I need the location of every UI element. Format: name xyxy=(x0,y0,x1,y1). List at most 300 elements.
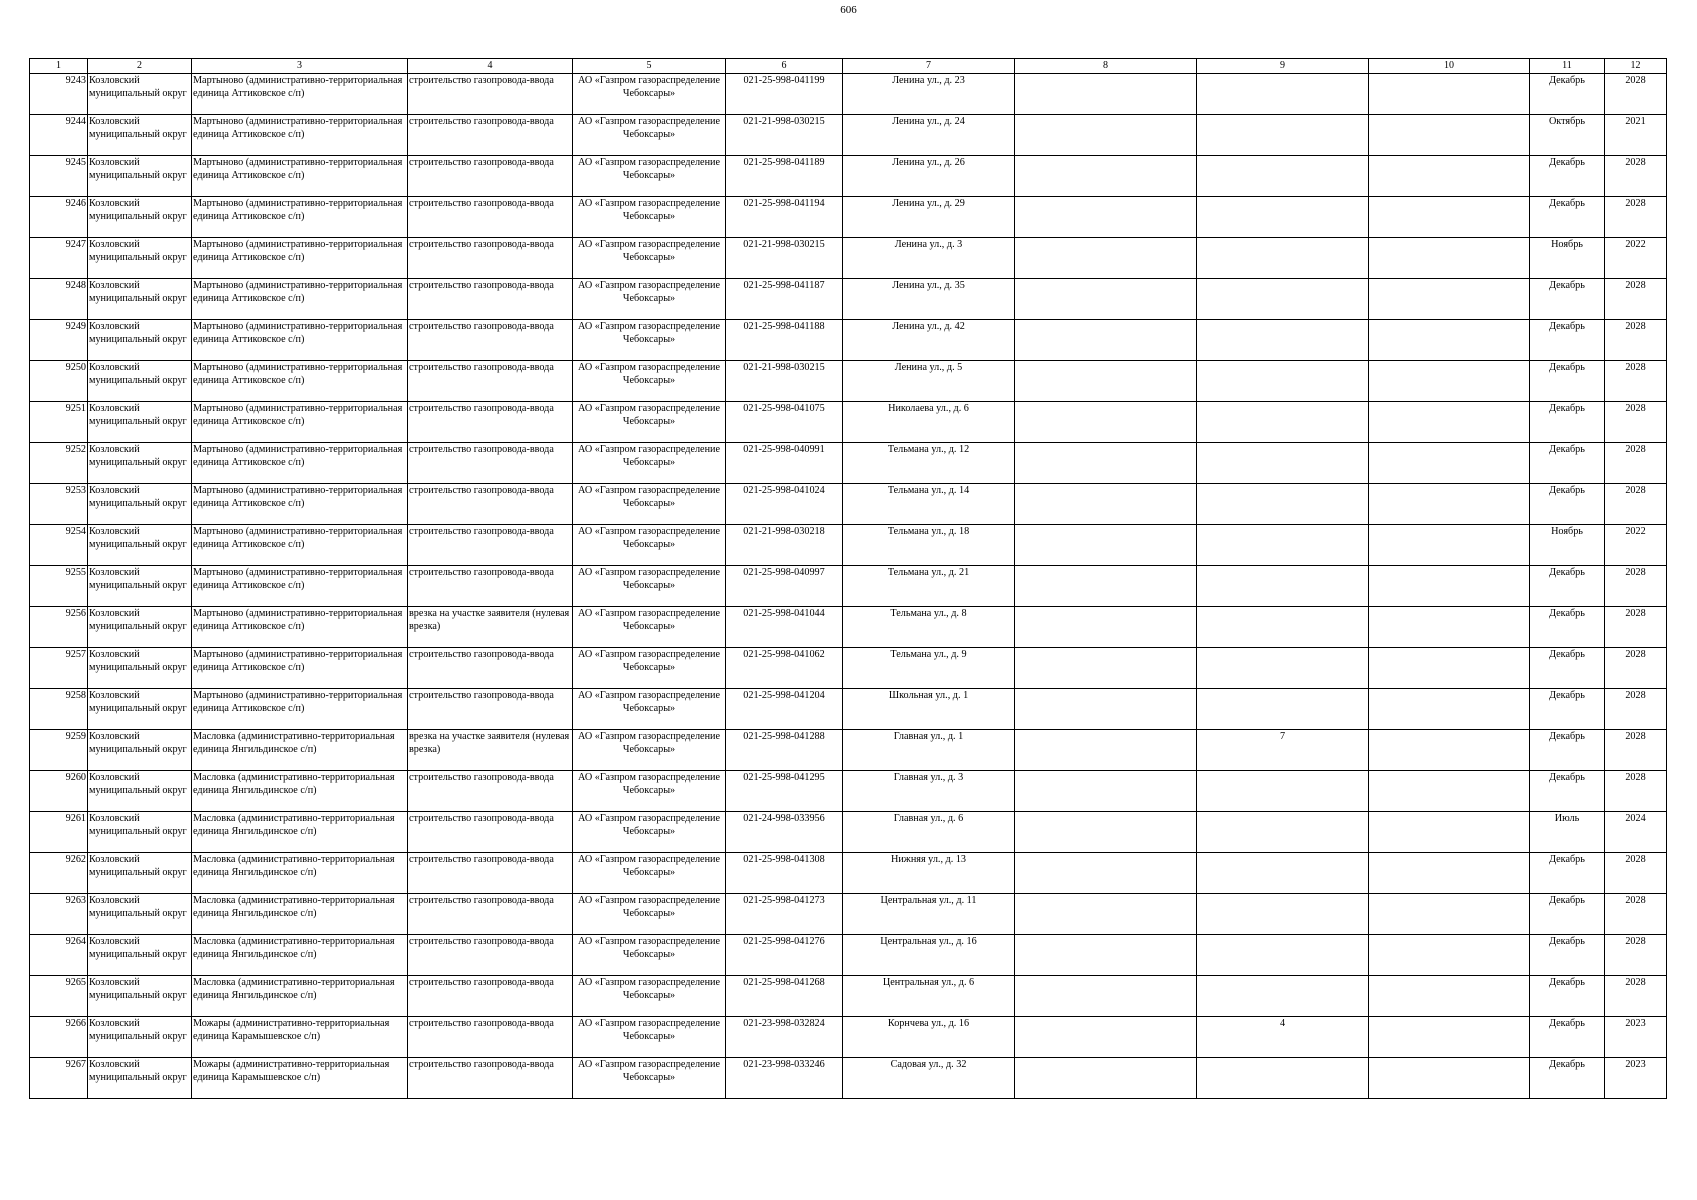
column-9-cell-text xyxy=(1198,566,1367,606)
column-10-cell xyxy=(1369,443,1530,484)
month-cell-text: Декабрь xyxy=(1549,157,1585,168)
row-number-text: 9256 xyxy=(65,608,86,619)
registration-code-cell-text: 021-21-998-030215 xyxy=(743,362,825,373)
address-cell xyxy=(843,1017,1015,1058)
locality-cell xyxy=(192,1017,408,1058)
organization-cell-text: АО «Газпром газораспределение Чебоксары» xyxy=(577,1059,721,1084)
month-cell xyxy=(1530,279,1605,320)
registration-code-cell xyxy=(726,443,843,484)
column-10-cell xyxy=(1369,197,1530,238)
locality-cell-text: Мартыново (административно-территориальная единица Аттиковское с/п) xyxy=(193,321,403,346)
district-cell xyxy=(88,156,192,197)
column-9-cell-text xyxy=(1198,74,1367,114)
month-cell-text: Декабрь xyxy=(1549,567,1585,578)
column-9-cell xyxy=(1197,607,1369,648)
locality-cell-text: Масловка (административно-территориальная единица Янгильдинское с/п) xyxy=(193,895,395,920)
month-cell-text: Декабрь xyxy=(1549,1018,1585,1029)
row-number-text: 9247 xyxy=(65,239,86,250)
column-header-5: 5 xyxy=(573,59,726,74)
organization-cell xyxy=(573,976,726,1017)
registration-code-cell-text: 021-23-998-032824 xyxy=(743,1018,825,1029)
district-cell xyxy=(88,1017,192,1058)
column-9-cell xyxy=(1197,689,1369,730)
month-cell xyxy=(1530,156,1605,197)
column-10-cell-text xyxy=(1370,1017,1528,1057)
month-cell xyxy=(1530,361,1605,402)
district-cell xyxy=(88,443,192,484)
month-cell xyxy=(1530,238,1605,279)
row-number-text: 9258 xyxy=(65,690,86,701)
column-10-cell xyxy=(1369,115,1530,156)
month-cell xyxy=(1530,402,1605,443)
organization-cell-text: АО «Газпром газораспределение Чебоксары» xyxy=(577,321,721,346)
organization-cell xyxy=(573,74,726,115)
column-8-cell xyxy=(1015,1017,1197,1058)
district-cell xyxy=(88,935,192,976)
address-cell-text: Ленина ул., д. 29 xyxy=(892,198,965,209)
month-cell xyxy=(1530,320,1605,361)
work-type-cell xyxy=(408,320,573,361)
address-cell xyxy=(843,320,1015,361)
column-header-12: 12 xyxy=(1605,59,1667,74)
address-cell-text: Ленина ул., д. 35 xyxy=(892,280,965,291)
locality-cell xyxy=(192,566,408,607)
locality-cell xyxy=(192,648,408,689)
table-row xyxy=(30,771,1667,812)
year-cell-text: 2028 xyxy=(1625,567,1646,578)
year-cell xyxy=(1605,812,1667,853)
table-header xyxy=(30,59,1667,74)
district-cell-text: Козловский муниципальный округ xyxy=(89,731,187,756)
locality-cell-text: Масловка (административно-территориальная единица Янгильдинское с/п) xyxy=(193,854,395,879)
organization-cell xyxy=(573,238,726,279)
address-cell xyxy=(843,607,1015,648)
column-8-cell xyxy=(1015,812,1197,853)
column-9-cell xyxy=(1197,115,1369,156)
registration-code-cell-text: 021-25-998-041187 xyxy=(743,280,825,291)
column-9-cell xyxy=(1197,361,1369,402)
column-10-cell xyxy=(1369,402,1530,443)
locality-cell-text: Мартыново (административно-территориальная единица Аттиковское с/п) xyxy=(193,198,403,223)
column-9-cell xyxy=(1197,197,1369,238)
column-10-cell xyxy=(1369,238,1530,279)
address-cell xyxy=(843,279,1015,320)
work-type-cell xyxy=(408,894,573,935)
column-10-cell-text xyxy=(1370,443,1528,483)
column-10-cell xyxy=(1369,320,1530,361)
month-cell xyxy=(1530,74,1605,115)
table-row xyxy=(30,894,1667,935)
year-cell-text: 2023 xyxy=(1625,1059,1646,1070)
row-number-text: 9257 xyxy=(65,649,86,660)
locality-cell xyxy=(192,443,408,484)
locality-cell xyxy=(192,279,408,320)
address-cell xyxy=(843,894,1015,935)
district-cell-text: Козловский муниципальный округ xyxy=(89,567,187,592)
organization-cell xyxy=(573,361,726,402)
year-cell xyxy=(1605,566,1667,607)
column-8-cell xyxy=(1015,976,1197,1017)
column-10-cell xyxy=(1369,279,1530,320)
organization-cell xyxy=(573,320,726,361)
address-cell xyxy=(843,771,1015,812)
column-8-cell-text xyxy=(1016,689,1195,729)
table-row xyxy=(30,812,1667,853)
registration-code-cell xyxy=(726,1058,843,1099)
locality-cell xyxy=(192,320,408,361)
table-row xyxy=(30,1017,1667,1058)
column-10-cell-text xyxy=(1370,771,1528,811)
column-8-cell xyxy=(1015,853,1197,894)
year-cell-text: 2028 xyxy=(1625,362,1646,373)
work-type-cell-text: строительство газопровода-ввода xyxy=(409,116,554,127)
column-9-cell xyxy=(1197,935,1369,976)
address-cell-text: Главная ул., д. 1 xyxy=(893,731,964,742)
registration-code-cell xyxy=(726,279,843,320)
column-9-cell xyxy=(1197,730,1369,771)
year-cell-text: 2023 xyxy=(1625,1018,1646,1029)
row-number xyxy=(30,320,88,361)
locality-cell xyxy=(192,976,408,1017)
district-cell-text: Козловский муниципальный округ xyxy=(89,116,187,141)
column-10-cell-text xyxy=(1370,197,1528,237)
year-cell xyxy=(1605,115,1667,156)
year-cell xyxy=(1605,648,1667,689)
address-cell-text: Садовая ул., д. 32 xyxy=(890,1059,967,1070)
locality-cell-text: Мартыново (административно-территориальная единица Аттиковское с/п) xyxy=(193,485,403,510)
column-8-cell-text xyxy=(1016,156,1195,196)
year-cell-text: 2028 xyxy=(1625,690,1646,701)
column-10-cell xyxy=(1369,74,1530,115)
column-9-cell-text xyxy=(1198,689,1367,729)
organization-cell xyxy=(573,853,726,894)
table-row xyxy=(30,197,1667,238)
district-cell-text: Козловский муниципальный округ xyxy=(89,1018,187,1043)
district-cell-text: Козловский муниципальный округ xyxy=(89,854,187,879)
address-cell xyxy=(843,525,1015,566)
month-cell xyxy=(1530,1058,1605,1099)
row-number xyxy=(30,689,88,730)
locality-cell-text: Масловка (административно-территориальная единица Янгильдинское с/п) xyxy=(193,936,395,961)
year-cell-text: 2024 xyxy=(1625,813,1646,824)
district-cell-text: Козловский муниципальный округ xyxy=(89,403,187,428)
column-9-cell-text xyxy=(1198,1058,1367,1098)
organization-cell xyxy=(573,525,726,566)
address-cell xyxy=(843,238,1015,279)
registration-code-cell-text: 021-25-998-041199 xyxy=(743,75,825,86)
locality-cell-text: Можары (административно-территориальная единица Карамышевское с/п) xyxy=(193,1059,390,1084)
column-header-9: 9 xyxy=(1197,59,1369,74)
locality-cell xyxy=(192,402,408,443)
organization-cell xyxy=(573,935,726,976)
month-cell-text: Ноябрь xyxy=(1551,239,1583,250)
work-type-cell-text: строительство газопровода-ввода xyxy=(409,1018,554,1029)
organization-cell xyxy=(573,1017,726,1058)
column-9-cell xyxy=(1197,812,1369,853)
column-9-cell-text xyxy=(1198,525,1367,565)
address-cell-text: Николаева ул., д. 6 xyxy=(888,403,969,414)
month-cell xyxy=(1530,566,1605,607)
column-8-cell xyxy=(1015,361,1197,402)
table-row xyxy=(30,853,1667,894)
work-type-cell xyxy=(408,74,573,115)
year-cell xyxy=(1605,976,1667,1017)
locality-cell xyxy=(192,525,408,566)
registration-code-cell xyxy=(726,853,843,894)
year-cell-text: 2028 xyxy=(1625,198,1646,209)
column-8-cell-text xyxy=(1016,74,1195,114)
column-8-cell xyxy=(1015,443,1197,484)
year-cell-text: 2022 xyxy=(1625,239,1646,250)
table-row xyxy=(30,730,1667,771)
row-number xyxy=(30,730,88,771)
organization-cell xyxy=(573,279,726,320)
year-cell-text: 2028 xyxy=(1625,649,1646,660)
table-row xyxy=(30,279,1667,320)
column-9-cell xyxy=(1197,74,1369,115)
work-type-cell xyxy=(408,238,573,279)
table-row xyxy=(30,525,1667,566)
month-cell xyxy=(1530,115,1605,156)
organization-cell-text: АО «Газпром газораспределение Чебоксары» xyxy=(577,813,721,838)
column-10-cell-text xyxy=(1370,361,1528,401)
row-number-text: 9246 xyxy=(65,198,86,209)
month-cell xyxy=(1530,689,1605,730)
year-cell-text: 2022 xyxy=(1625,526,1646,537)
month-cell xyxy=(1530,730,1605,771)
registration-code-cell xyxy=(726,607,843,648)
column-header-1: 1 xyxy=(30,59,88,74)
table-row xyxy=(30,566,1667,607)
work-type-cell xyxy=(408,525,573,566)
locality-cell-text: Мартыново (административно-территориальная единица Аттиковское с/п) xyxy=(193,116,403,141)
column-8-cell xyxy=(1015,935,1197,976)
column-8-cell-text xyxy=(1016,566,1195,606)
address-cell-text: Центральная ул., д. 6 xyxy=(882,977,975,988)
registration-code-cell-text: 021-25-998-041062 xyxy=(743,649,825,660)
district-cell xyxy=(88,689,192,730)
locality-cell-text: Масловка (административно-территориальная единица Янгильдинское с/п) xyxy=(193,731,395,756)
locality-cell-text: Мартыново (административно-территориальная единица Аттиковское с/п) xyxy=(193,362,403,387)
locality-cell xyxy=(192,74,408,115)
month-cell-text: Декабрь xyxy=(1549,198,1585,209)
row-number xyxy=(30,361,88,402)
locality-cell-text: Можары (административно-территориальная единица Карамышевское с/п) xyxy=(193,1018,390,1043)
year-cell xyxy=(1605,607,1667,648)
district-cell xyxy=(88,566,192,607)
column-10-cell-text xyxy=(1370,320,1528,360)
column-9-cell xyxy=(1197,566,1369,607)
column-8-cell xyxy=(1015,197,1197,238)
registration-code-cell-text: 021-25-998-041044 xyxy=(743,608,825,619)
column-10-cell-text xyxy=(1370,976,1528,1016)
organization-cell xyxy=(573,402,726,443)
organization-cell xyxy=(573,156,726,197)
column-9-cell xyxy=(1197,525,1369,566)
column-10-cell-text xyxy=(1370,402,1528,442)
column-9-cell-text xyxy=(1198,238,1367,278)
column-9-cell-text xyxy=(1198,607,1367,647)
locality-cell xyxy=(192,894,408,935)
address-cell xyxy=(843,566,1015,607)
column-8-cell xyxy=(1015,74,1197,115)
column-10-cell-text xyxy=(1370,484,1528,524)
registration-code-cell xyxy=(726,402,843,443)
year-cell xyxy=(1605,935,1667,976)
row-number xyxy=(30,607,88,648)
column-8-cell-text xyxy=(1016,607,1195,647)
organization-cell-text: АО «Газпром газораспределение Чебоксары» xyxy=(577,75,721,100)
registration-code-cell-text: 021-25-998-041295 xyxy=(743,772,825,783)
row-number xyxy=(30,853,88,894)
row-number xyxy=(30,115,88,156)
table-row xyxy=(30,689,1667,730)
year-cell xyxy=(1605,443,1667,484)
column-8-cell-text xyxy=(1016,361,1195,401)
column-10-cell-text xyxy=(1370,74,1528,114)
district-cell-text: Козловский муниципальный округ xyxy=(89,608,187,633)
column-10-cell-text xyxy=(1370,525,1528,565)
column-9-cell-text xyxy=(1198,156,1367,196)
district-cell xyxy=(88,771,192,812)
column-8-cell xyxy=(1015,525,1197,566)
column-9-cell-text xyxy=(1198,361,1367,401)
column-8-cell-text xyxy=(1016,1058,1195,1098)
registration-code-cell-text: 021-25-998-041204 xyxy=(743,690,825,701)
column-9-cell xyxy=(1197,853,1369,894)
work-type-cell xyxy=(408,689,573,730)
month-cell-text: Декабрь xyxy=(1549,936,1585,947)
registration-code-cell-text: 021-25-998-041308 xyxy=(743,854,825,865)
row-number-text: 9262 xyxy=(65,854,86,865)
address-cell xyxy=(843,976,1015,1017)
column-8-cell-text xyxy=(1016,238,1195,278)
row-number xyxy=(30,156,88,197)
address-cell-text: Главная ул., д. 3 xyxy=(893,772,964,783)
column-8-cell-text xyxy=(1016,812,1195,852)
column-10-cell xyxy=(1369,525,1530,566)
table-row xyxy=(30,484,1667,525)
registration-code-cell-text: 021-25-998-041276 xyxy=(743,936,825,947)
registration-code-cell xyxy=(726,730,843,771)
column-8-cell xyxy=(1015,279,1197,320)
row-number-text: 9245 xyxy=(65,157,86,168)
month-cell xyxy=(1530,607,1605,648)
work-type-cell xyxy=(408,197,573,238)
locality-cell-text: Мартыново (административно-территориальная единица Аттиковское с/п) xyxy=(193,280,403,305)
district-cell-text: Козловский муниципальный округ xyxy=(89,198,187,223)
registration-code-cell xyxy=(726,689,843,730)
month-cell xyxy=(1530,771,1605,812)
column-9-cell-text xyxy=(1198,115,1367,155)
organization-cell-text: АО «Газпром газораспределение Чебоксары» xyxy=(577,772,721,797)
row-number xyxy=(30,771,88,812)
row-number xyxy=(30,279,88,320)
column-8-cell xyxy=(1015,1058,1197,1099)
district-cell xyxy=(88,279,192,320)
column-10-cell xyxy=(1369,607,1530,648)
row-number xyxy=(30,935,88,976)
locality-cell xyxy=(192,812,408,853)
column-10-cell xyxy=(1369,894,1530,935)
row-number xyxy=(30,197,88,238)
column-10-cell xyxy=(1369,156,1530,197)
column-10-cell xyxy=(1369,1017,1530,1058)
column-8-cell xyxy=(1015,730,1197,771)
address-cell xyxy=(843,115,1015,156)
column-10-cell-text xyxy=(1370,279,1528,319)
table-row xyxy=(30,156,1667,197)
column-9-cell xyxy=(1197,402,1369,443)
column-9-cell-text xyxy=(1198,443,1367,483)
district-cell xyxy=(88,238,192,279)
column-header-7: 7 xyxy=(843,59,1015,74)
organization-cell xyxy=(573,689,726,730)
column-8-cell-text xyxy=(1016,484,1195,524)
district-cell-text: Козловский муниципальный округ xyxy=(89,280,187,305)
month-cell xyxy=(1530,812,1605,853)
column-8-cell-text xyxy=(1016,1017,1195,1057)
column-10-cell-text xyxy=(1370,1058,1528,1098)
month-cell xyxy=(1530,648,1605,689)
address-cell xyxy=(843,197,1015,238)
work-type-cell xyxy=(408,607,573,648)
column-9-cell xyxy=(1197,894,1369,935)
month-cell-text: Декабрь xyxy=(1549,772,1585,783)
column-8-cell xyxy=(1015,238,1197,279)
registration-code-cell-text: 021-24-998-033956 xyxy=(743,813,825,824)
month-cell xyxy=(1530,853,1605,894)
work-type-cell-text: строительство газопровода-ввода xyxy=(409,444,554,455)
row-number xyxy=(30,1017,88,1058)
locality-cell-text: Масловка (административно-территориальная единица Янгильдинское с/п) xyxy=(193,977,395,1002)
organization-cell-text: АО «Газпром газораспределение Чебоксары» xyxy=(577,895,721,920)
table-row xyxy=(30,74,1667,115)
address-cell-text: Тельмана ул., д. 14 xyxy=(887,485,970,496)
locality-cell xyxy=(192,607,408,648)
month-cell-text: Декабрь xyxy=(1549,895,1585,906)
work-type-cell-text: строительство газопровода-ввода xyxy=(409,977,554,988)
column-10-cell-text xyxy=(1370,566,1528,606)
column-9-cell-text xyxy=(1198,197,1367,237)
district-cell-text: Козловский муниципальный округ xyxy=(89,362,187,387)
locality-cell xyxy=(192,730,408,771)
table-row xyxy=(30,115,1667,156)
registration-code-cell-text: 021-25-998-041189 xyxy=(743,157,825,168)
work-type-cell-text: строительство газопровода-ввода xyxy=(409,936,554,947)
address-cell-text: Центральная ул., д. 11 xyxy=(880,895,977,906)
month-cell-text: Декабрь xyxy=(1549,649,1585,660)
locality-cell-text: Мартыново (административно-территориальная единица Аттиковское с/п) xyxy=(193,608,403,633)
row-number-text: 9254 xyxy=(65,526,86,537)
work-type-cell xyxy=(408,771,573,812)
registration-code-cell-text: 021-25-998-041268 xyxy=(743,977,825,988)
locality-cell xyxy=(192,853,408,894)
month-cell xyxy=(1530,935,1605,976)
column-10-cell xyxy=(1369,976,1530,1017)
column-header-11: 11 xyxy=(1530,59,1605,74)
organization-cell-text: АО «Газпром газораспределение Чебоксары» xyxy=(577,157,721,182)
row-number-text: 9251 xyxy=(65,403,86,414)
organization-cell-text: АО «Газпром газораспределение Чебоксары» xyxy=(577,731,721,756)
work-type-cell xyxy=(408,1058,573,1099)
column-header-6: 6 xyxy=(726,59,843,74)
locality-cell xyxy=(192,689,408,730)
year-cell xyxy=(1605,320,1667,361)
row-number-text: 9266 xyxy=(65,1018,86,1029)
column-9-cell-text xyxy=(1198,402,1367,442)
district-cell xyxy=(88,484,192,525)
